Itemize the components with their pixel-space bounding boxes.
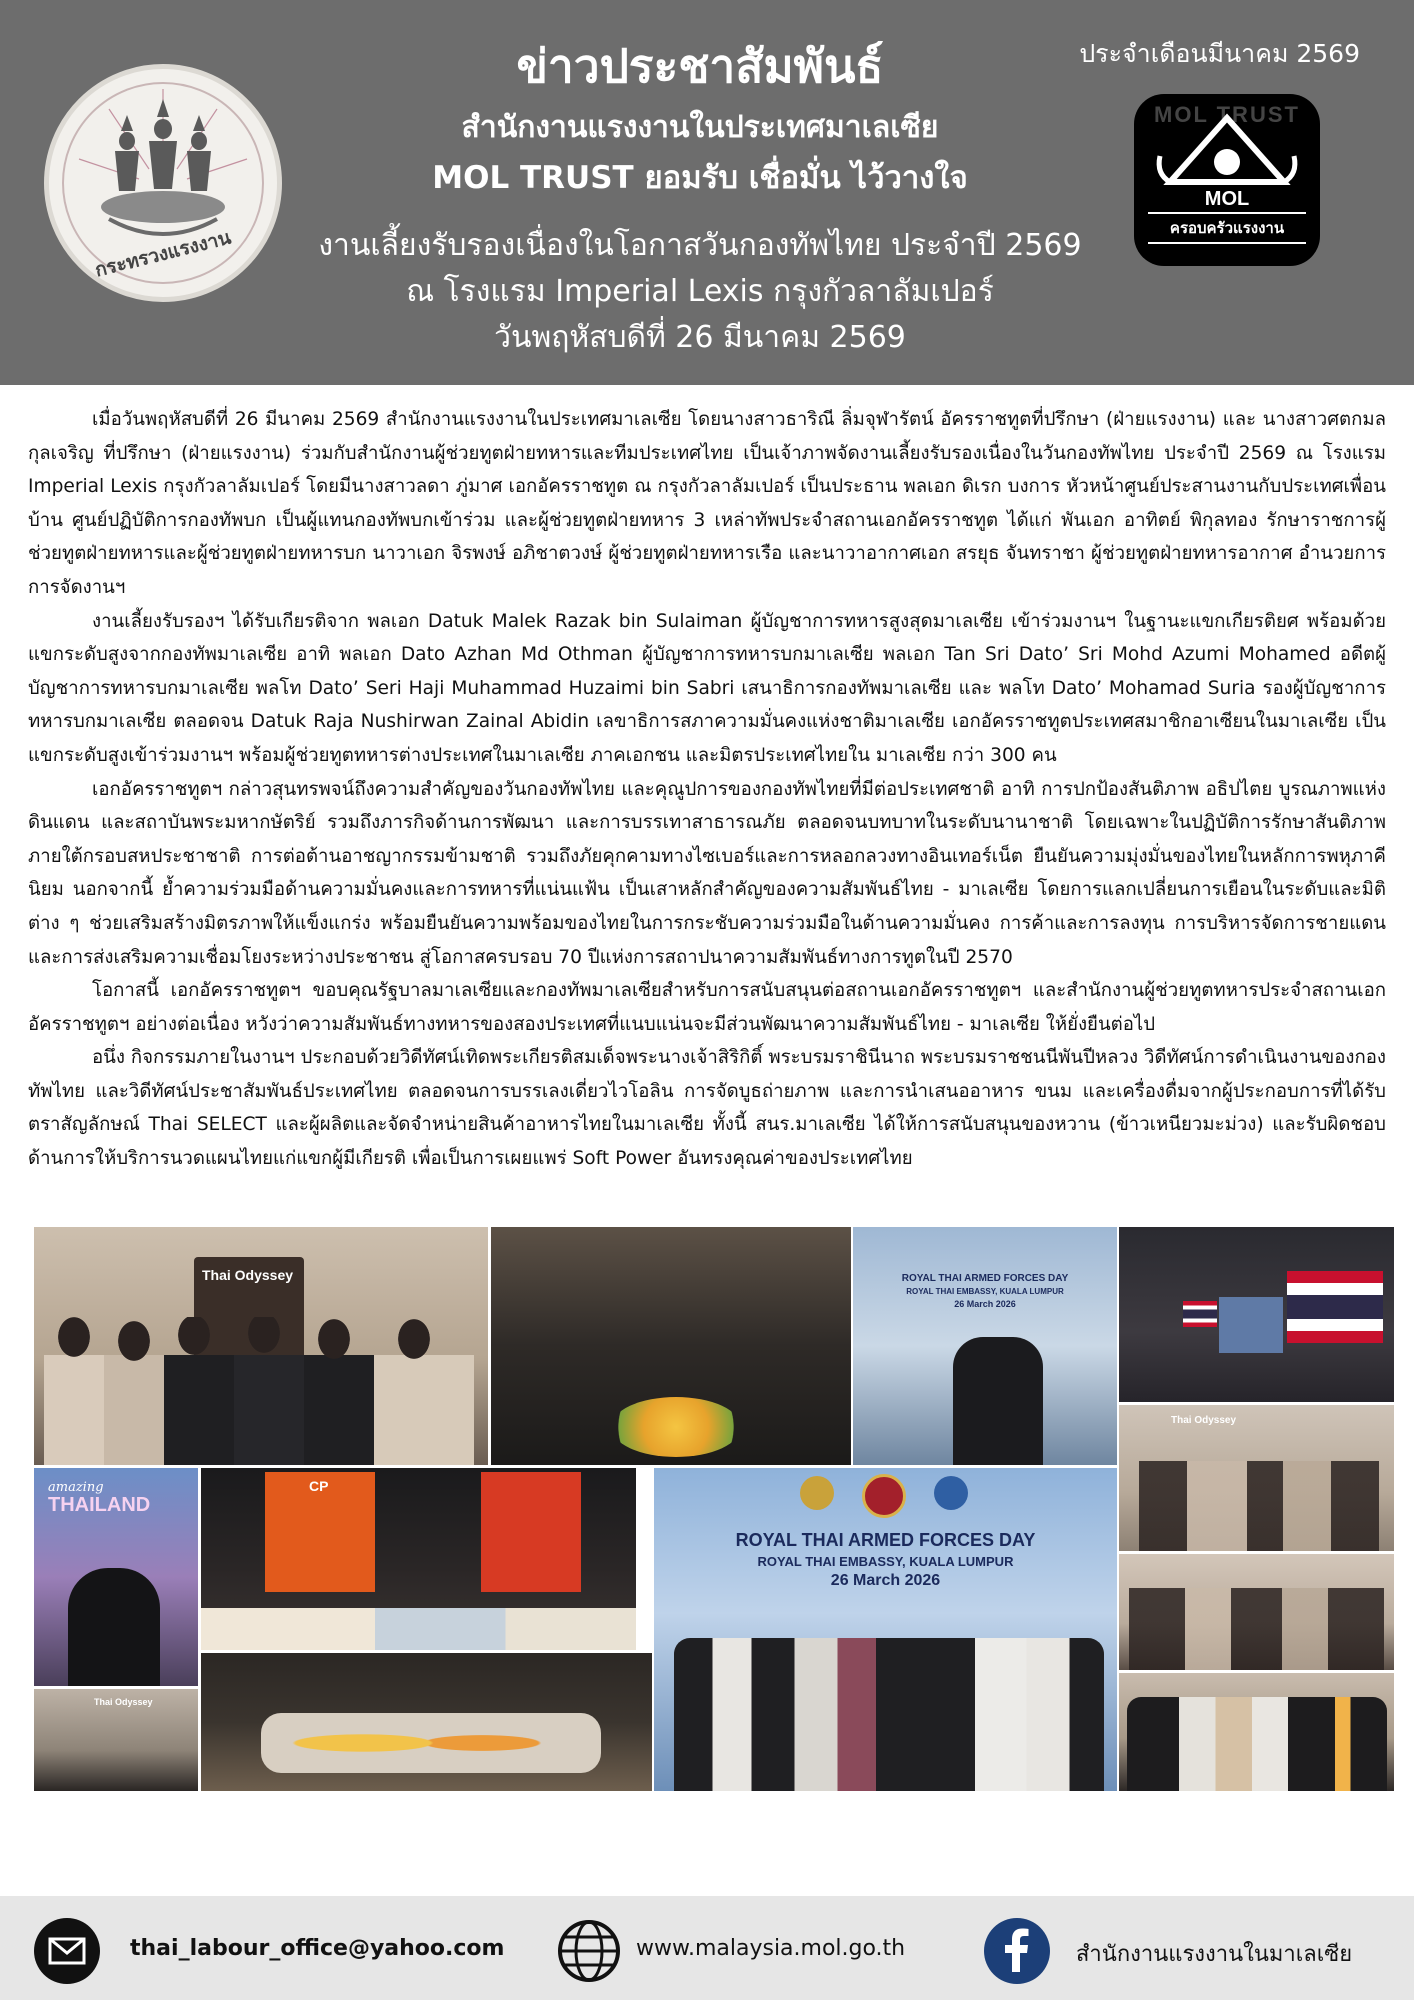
banner-title: ROYAL THAI ARMED FORCES DAY bbox=[735, 1530, 1036, 1550]
page-title: ข่าวประชาสัมพันธ์ bbox=[516, 39, 884, 93]
massage-people bbox=[1139, 1461, 1379, 1551]
photo-amazing-thailand bbox=[34, 1468, 198, 1686]
photo-cp-booth-group bbox=[201, 1468, 636, 1650]
banner-date: 26 March 2026 bbox=[830, 1572, 941, 1589]
envelope-icon bbox=[34, 1918, 100, 1984]
people-silhouettes bbox=[44, 1317, 474, 1465]
email-address[interactable]: thai_labour_office@yahoo.com bbox=[130, 1936, 505, 1961]
event-title: งานเลี้ยงรับรองเนื่องในโอกาสวันกองทัพไทย ประจำปี 2569 bbox=[318, 228, 1082, 263]
website-link[interactable]: www.malaysia.mol.go.th bbox=[636, 1936, 906, 1961]
email-icon bbox=[34, 1918, 100, 1984]
article-paragraph: โอกาสนี้ เอกอัครราชทูตฯ ขอบคุณรัฐบาลมาเลเซียและกองทัพมาเลเซียสำหรับการสนับสนุนต่อสถานเอกอัครราชทูตฯ และสำนักงานผู้ช่วยทูตทหารประจำสถานเอกอัครราชทูตฯ อย่างต่อเนื่อง หวังว่าความสัมพันธ์ทางทหารของสองประเทศที่แนบแน่นจะมีส่วนพัฒนาความสัมพันธ์ไทย - มาเลเซีย ให้ยั่งยืนต่อไป bbox=[28, 980, 1386, 1035]
amazing-text: amazing bbox=[48, 1480, 104, 1495]
website-globe-icon bbox=[556, 1918, 622, 1984]
cp-logo-text: CP bbox=[309, 1478, 329, 1494]
issue-date: ประจำเดือนมีนาคม 2569 bbox=[1079, 39, 1360, 68]
lady-figure bbox=[68, 1568, 160, 1686]
photo-seated-guests bbox=[1119, 1554, 1394, 1670]
event-date: วันพฤหัสบดีที่ 26 มีนาคม 2569 bbox=[494, 320, 906, 355]
flower-arrangement bbox=[611, 1397, 741, 1457]
thai-emblem-icon bbox=[800, 1476, 834, 1510]
thai-odyssey-label-3: Thai Odyssey bbox=[94, 1697, 153, 1707]
office-name: สำนักงานแรงงานในประเทศมาเลเซีย bbox=[461, 110, 939, 145]
article-paragraph: เอกอัครราชทูตฯ กล่าวสุนทรพจน์ถึงความสำคัญของวันกองทัพไทย และคุณูปการของกองทัพไทยที่มีต่อประเทศชาติ อาทิ การปกป้องสันติภาพ อธิปไตย บูรณภาพแห่งดินแดน และสถาบันพระมหากษัตริย์ รวมถึงภารกิจด้านการพัฒนา และการบรรเทาสาธารณภัย ตลอดจนบทบาทในระดับนานาชาติ โดยเฉพาะในปฏิบัติการรักษาสันติภาพภายใต้กรอบสหประชาชาติ การต่อต้านอาชญากรรมข้ามชาติ รวมถึงภัยคุกคามทางไซเบอร์และการหลอกลวงทางอินเทอร์เน็ต ยืนยันความมุ่งมั่นของไทยในหลักการพหุภาคีนิยม นอกจากนี้ ย้ำความร่วมมือด้านความมั่นคงและการทหารที่แน่นแฟ้น เป็นเสาหลักสำคัญของความสัมพันธ์ไทย - มาเลเซีย โดยการแลกเปลี่ยนการเยือนในระดับและมิติต่าง ๆ ช่วยเสริมสร้างมิตรภาพให้แข็งแกร่ง พร้อมยืนยันความพร้อมของไทยในการกระชับความร่วมมือในด้านความมั่นคง การค้าและการลงทุน การบริหารจัดการชายแดน และการส่งเสริมความเชื่อมโยงระหว่างประชาชน สู่โอกาสครบรอบ 70 ปีแห่งการสถาปนาความสัมพันธ์ทางการทูตในปี 2570 bbox=[28, 778, 1386, 968]
photo-crowd-reception bbox=[491, 1227, 851, 1465]
photo-group-booth bbox=[34, 1227, 488, 1465]
backdrop-title: ROYAL THAI ARMED FORCES DAY bbox=[901, 1273, 1069, 1284]
rtaf-emblem-icon bbox=[934, 1476, 968, 1510]
globe-icon bbox=[556, 1918, 622, 1984]
backdrop-people bbox=[953, 1337, 1043, 1465]
banner-subtitle: ROYAL THAI EMBASSY, KUALA LUMPUR bbox=[757, 1554, 1014, 1569]
event-venue: ณ โรงแรม Imperial Lexis กรุงกัวลาลัมเปอร์ bbox=[406, 274, 994, 309]
article-paragraph: งานเลี้ยงรับรองฯ ได้รับเกียรติจาก พลเอก Datuk Malek Razak bin Sulaiman ผู้บัญชาการทหารสูงสุดมาเลเซีย เข้าร่วมงานฯ ในฐานะแขกเกียรติยศ พร้อมด้วยแขกระดับสูงจากกองทัพมาเลเซีย อาทิ พลเอก Dato Azhan Md Othman ผู้บัญชาการทหารบกมาเลเซีย พลเอก Tan Sri Dato’ Sri Mohd Azumi Mohamed อดีตผู้บัญชาการทหารบกมาเลเซีย พลโท Dato’ Seri Haji Muhammad Huzaimi bin Sabri เสนาธิการกองทัพมาเลเซีย และ พลโท Dato’ Mohamad Suria รองผู้บัญชาการทหารบกมาเลเซีย ตลอดจน Datuk Raja Nushirwan Zainal Abidin เลขาธิการสภาความมั่นคงแห่งชาติมาเลเซีย เอกอัครราชทูตประเทศสมาชิกอาเซียนในมาเลเซีย เป็นแขกระดับสูงเข้าร่วมงานฯ พร้อมผู้ช่วยทูตทหารต่างประเทศในมาเลเซีย ภาคเอกชน และมิตรประเทศไทยใน มาเลเซีย กว่า 300 คน bbox=[28, 610, 1386, 766]
header-band bbox=[0, 0, 1414, 385]
cp-banner-2 bbox=[481, 1472, 581, 1592]
thai-flag-icon bbox=[1183, 1301, 1217, 1327]
group-people bbox=[674, 1638, 1104, 1791]
photo-armed-forces-group bbox=[654, 1468, 1117, 1791]
photo-buffet bbox=[201, 1653, 652, 1791]
photo-stage-flags bbox=[1119, 1227, 1394, 1402]
article-paragraph: อนึ่ง กิจกรรมภายในงานฯ ประกอบด้วยวิดีทัศน์เทิดพระเกียรติสมเด็จพระนางเจ้าสิริกิติ์ พระบรมราชินีนาถ พระบรมราชชนนีพันปีหลวง วิดีทัศน์การดำเนินงานของกองทัพไทย และวิดีทัศน์ประชาสัมพันธ์ประเทศไทย ตลอดจนการบรรเลงเดี่ยวไวโอลิน การจัดบูธถ่ายภาพ และการนำเสนออาหาร ขนม และเครื่องดื่มจากผู้ประกอบการที่ได้รับตราสัญลักษณ์ Thai SELECT และผู้ผลิตและจัดจำหน่ายสินค้าอาหารไทยในมาเลเซีย ทั้งนี้ สนร.มาเลเซีย ได้ให้การสนับสนุนของหวาน (ข้าวเหนียวมะม่วง) และรับผิดชอบด้านการให้บริการนวดแผนไทยแก่แขกผู้มีเกียรติ เพื่อเป็นการเผยแพร่ Soft Power อันทรงคุณค่าของประเทศไทย bbox=[28, 1047, 1386, 1170]
thai-odyssey-label-2: Thai Odyssey bbox=[1171, 1415, 1237, 1426]
mol-trust-logo-text: MOL TRUST bbox=[1154, 102, 1300, 127]
ladies-figures bbox=[1127, 1697, 1387, 1791]
labour-family-text: ครอบครัวแรงงาน bbox=[1148, 212, 1306, 244]
photo-collage bbox=[34, 1227, 1394, 1791]
article-paragraph: เมื่อวันพฤหัสบดีที่ 26 มีนาคม 2569 สำนักงานแรงงานในประเทศมาเลเซีย โดยนางสาวธาริณี ลิ่มจุฬารัตน์ อัครราชทูตที่ปรึกษา (ฝ่ายแรงงาน) และ นางสาวศตกมล กุลเจริญ ที่ปรึกษา (ฝ่ายแรงงาน) ร่วมกับสำนักงานผู้ช่วยทูตฝ่ายทหารและทีมประเทศไทย เป็นเจ้าภาพจัดงานเลี้ยงรับรองเนื่องในวันกองทัพไทย ประจำปี 2569 ณ โรงแรม Imperial Lexis กรุงกัวลาลัมเปอร์ โดยมีนางสาวลดา ภู่มาศ เอกอัครราชทูต ณ กรุงกัวลาลัมเปอร์ เป็นประธาน พลเอก ดิเรก บงการ หัวหน้าศูนย์ประสานงานกับประเทศเพื่อนบ้าน ศูนย์ปฏิบัติการกองทัพบก เป็นผู้แทนกองทัพบกเข้าร่วม และผู้ช่วยทูตฝ่ายทหาร 3 เหล่าทัพประจำสถานเอกอัครราชทูต ได้แก่ พันเอก อาทิตย์ พิกุลทอง รักษาราชการผู้ช่วยทูตฝ่ายทหารและผู้ช่วยทูตฝ่ายทหารบก นาวาเอก จิรพงษ์ อภิชาตวงษ์ ผู้ช่วยทูตฝ่ายทหารเรือ และนาวาอากาศเอก สรยุธ จันทราชา ผู้ช่วยทูตฝ่ายทหารอากาศ อำนวยการการจัดงานฯ bbox=[28, 409, 1386, 598]
ministry-logo-text: กระทรวงแรงงาน bbox=[92, 226, 234, 282]
photo-guests-booth bbox=[34, 1689, 198, 1791]
mol-trust-logo bbox=[1134, 94, 1320, 266]
slogan: MOL TRUST ยอมรับ เชื่อมั่น ไว้วางใจ bbox=[432, 160, 968, 196]
photo-ladies-group bbox=[1119, 1673, 1394, 1791]
ministry-of-labour-logo bbox=[44, 64, 282, 302]
facebook-page-name[interactable]: สำนักงานแรงงานในมาเลเซีย bbox=[1076, 1942, 1353, 1967]
facebook-f-icon bbox=[984, 1918, 1050, 1984]
thai-odyssey-label: Thai Odyssey bbox=[202, 1267, 294, 1283]
article-body bbox=[28, 403, 1386, 1176]
photo-massage-booth bbox=[1119, 1405, 1394, 1551]
backdrop-date: 26 March 2026 bbox=[954, 1299, 1016, 1309]
buffet-dishes bbox=[261, 1713, 601, 1773]
backdrop-subtitle: ROYAL THAI EMBASSY, KUALA LUMPUR bbox=[906, 1287, 1064, 1296]
seated-people bbox=[1129, 1588, 1384, 1670]
footer-contact-bar bbox=[0, 1896, 1414, 2000]
facebook-icon bbox=[984, 1918, 1050, 1984]
thailand-text: THAILAND bbox=[48, 1494, 151, 1516]
mol-text: MOL bbox=[1204, 188, 1250, 210]
photo-armed-forces-backdrop bbox=[853, 1227, 1117, 1465]
royal-emblem-icon bbox=[862, 1474, 906, 1518]
stage-screen bbox=[1219, 1297, 1283, 1353]
thai-roof-icon bbox=[1134, 100, 1320, 200]
thai-flag-icon bbox=[1287, 1271, 1383, 1343]
food-table bbox=[201, 1608, 636, 1650]
